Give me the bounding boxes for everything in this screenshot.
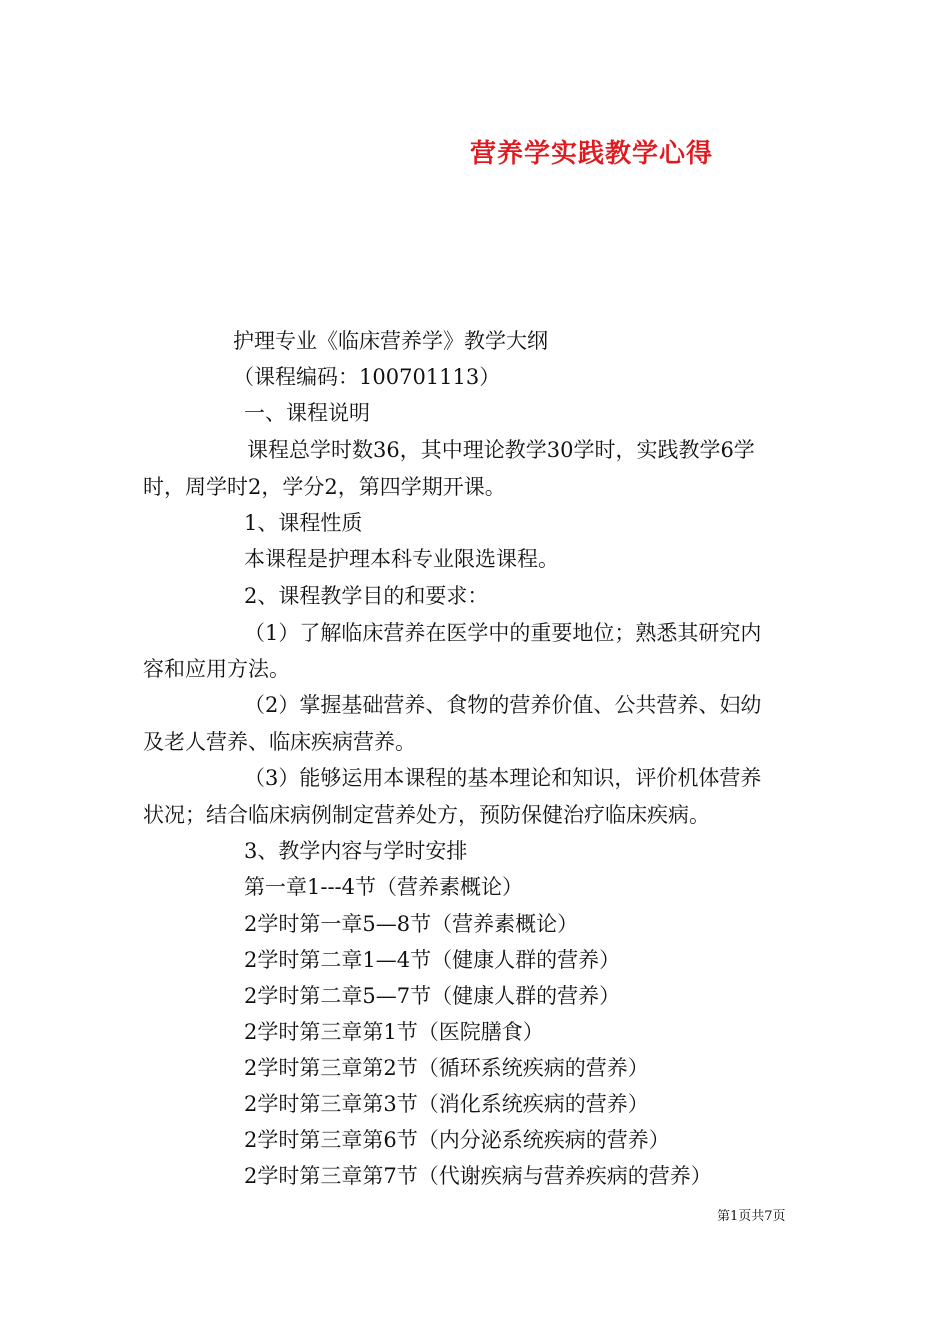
page-number-footer: 第1页共7页 <box>717 1209 786 1224</box>
schedule-item: 第一章1---4节（营养素概论） <box>244 875 524 899</box>
paragraph-line: 状况；结合临床病例制定营养处方，预防保健治疗临床疾病。 <box>143 803 710 827</box>
paragraph-line: 时，周学时2，学分2，第四学期开课。 <box>143 475 506 499</box>
paragraph-line: （2）掌握基础营养、食物的营养价值、公共营养、妇幼 <box>244 693 762 717</box>
schedule-item: 2学时第三章第2节（循环系统疾病的营养） <box>244 1056 649 1080</box>
paragraph-line: （3）能够运用本课程的基本理论和知识，评价机体营养 <box>244 766 762 790</box>
schedule-item: 2学时第二章1—4节（健康人群的营养） <box>244 948 621 972</box>
schedule-item: 2学时第三章第1节（医院膳食） <box>244 1020 544 1044</box>
paragraph-line: 课程总学时数36，其中理论教学30学时，实践教学6学 <box>247 438 755 462</box>
schedule-item: 2学时第二章5—7节（健康人群的营养） <box>244 984 621 1008</box>
paragraph-line: （1）了解临床营养在医学中的重要地位；熟悉其研究内 <box>244 621 762 645</box>
subsection-heading: 1、课程性质 <box>244 511 363 535</box>
paragraph-line: 容和应用方法。 <box>143 657 290 681</box>
course-code: （课程编码：100701113） <box>233 365 501 389</box>
section-heading: 一、课程说明 <box>244 401 370 425</box>
schedule-item: 2学时第三章第6节（内分泌系统疾病的营养） <box>244 1128 670 1152</box>
schedule-item: 2学时第一章5—8节（营养素概论） <box>244 912 579 936</box>
schedule-item: 2学时第三章第7节（代谢疾病与营养疾病的营养） <box>244 1164 712 1188</box>
paragraph-line: 及老人营养、临床疾病营养。 <box>143 730 416 754</box>
document-title: 营养学实践教学心得 <box>470 139 714 169</box>
schedule-item: 2学时第三章第3节（消化系统疾病的营养） <box>244 1092 649 1116</box>
syllabus-heading: 护理专业《临床营养学》教学大纲 <box>233 329 548 353</box>
paragraph-line: 本课程是护理本科专业限选课程。 <box>244 547 559 571</box>
subsection-heading: 2、课程教学目的和要求： <box>244 584 489 608</box>
subsection-heading: 3、教学内容与学时安排 <box>244 839 468 863</box>
